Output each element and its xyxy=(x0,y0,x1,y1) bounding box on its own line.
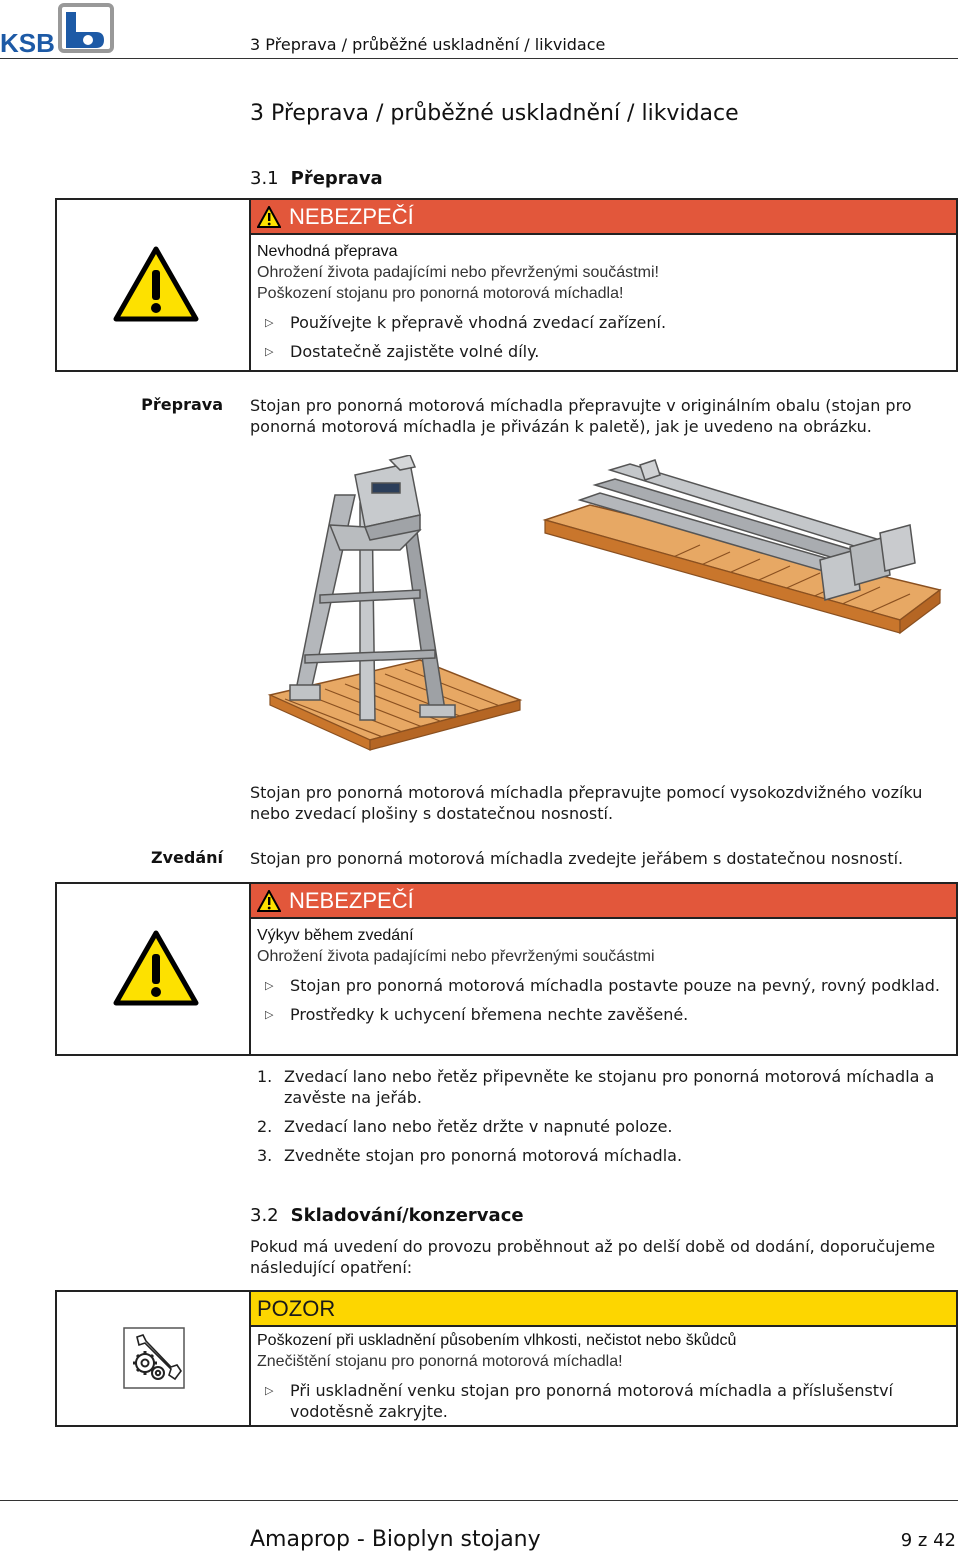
section-number: 3.1 xyxy=(250,168,279,189)
section-title-text: Přeprava xyxy=(290,168,383,189)
danger-box-lifting xyxy=(55,882,958,1056)
bullet-triangle-icon: ▷ xyxy=(265,979,274,992)
side-label-lifting: Zvedání xyxy=(150,848,223,867)
signal-word: NEBEZPEČÍ xyxy=(289,887,414,913)
instruction-item: ▷ Používejte k přepravě vhodná zvedací zařízení. xyxy=(265,313,667,332)
hazard-line: Ohrožení života padajícími nebo převrženými součástmi xyxy=(257,948,655,965)
bullet-triangle-icon: ▷ xyxy=(265,1008,274,1021)
danger-body xyxy=(257,241,948,362)
transport-paragraph: Stojan pro ponorná motorová míchadla přepravujte v originálním obalu (stojan pro ponorná motorová míchadla je přivázán k paletě), jak je uvedeno na obrázku. xyxy=(250,396,912,436)
hazard-heading: Nevhodná přeprava xyxy=(257,243,398,260)
header-divider xyxy=(0,58,958,59)
bullet-triangle-icon: ▷ xyxy=(265,1384,274,1397)
caution-banner xyxy=(251,1292,956,1327)
danger-banner xyxy=(251,884,956,919)
step-item: 3. Zvedněte stojan pro ponorná motorová míchadla. xyxy=(257,1146,683,1165)
footer-title: Amaprop - Bioplyn stojany xyxy=(250,1527,541,1552)
stand-frame xyxy=(290,455,455,720)
instruction-item: ▷ Prostředky k uchycení břemena nechte zavěšené. xyxy=(265,1005,689,1024)
hazard-line: Poškození stojanu pro ponorná motorová míchadla! xyxy=(257,285,624,302)
hazard-line: Znečištění stojanu pro ponorná motorová míchadla! xyxy=(257,1353,623,1370)
hazard-line: Ohrožení života padajícími nebo převrženými součástmi! xyxy=(257,264,659,281)
instruction-item: ▷ Při uskladnění venku stojan pro ponorná motorová míchadla a příslušenství vodotěsně zakryjte. xyxy=(265,1381,893,1421)
danger-icon-cell xyxy=(57,884,251,1054)
caution-icon-cell xyxy=(57,1292,251,1425)
page-number: 9 z 42 xyxy=(900,1530,956,1551)
transport-illustration xyxy=(260,455,960,755)
instruction-item: ▷ Stojan pro ponorná motorová míchadla postavte pouze na pevný, rovný podklad. xyxy=(265,976,940,995)
step-item: 2. Zvedací lano nebo řetěz držte v napnuté poloze. xyxy=(257,1117,673,1136)
section-3-1-title xyxy=(250,168,383,189)
step-number: 3. xyxy=(257,1146,273,1165)
step-number: 2. xyxy=(257,1117,273,1136)
chapter-title: 3 Přeprava / průběžné uskladnění / likvidace xyxy=(250,101,739,126)
warning-small-icon xyxy=(257,890,281,912)
warning-small-icon xyxy=(257,206,281,228)
hazard-heading: Poškození při uskladnění působením vlhkosti, nečistot nebo škůdců xyxy=(257,1332,737,1349)
hazard-heading: Výkyv během zvedání xyxy=(257,927,414,944)
lifting-steps xyxy=(250,1066,955,1166)
caution-box-storage xyxy=(55,1290,958,1427)
svg-text:KSB: KSB xyxy=(0,28,55,54)
danger-box-transport xyxy=(55,198,958,372)
signal-word: POZOR xyxy=(257,1295,336,1321)
step-number: 1. xyxy=(257,1067,273,1086)
caution-body xyxy=(257,1330,948,1422)
instruction-item: ▷ Dostatečně zajistěte volné díly. xyxy=(265,342,540,361)
storage-intro: Pokud má uvedení do provozu proběhnout až po delší době od dodání, doporučujeme následující opatření: xyxy=(250,1237,936,1277)
gear-wrench-icon xyxy=(123,1327,185,1389)
running-header: 3 Přeprava / průběžné uskladnění / likvidace xyxy=(250,35,606,54)
section-title-text: Skladování/konzervace xyxy=(290,1205,524,1226)
side-label-transport: Přeprava xyxy=(141,395,223,414)
step-item: 1. Zvedací lano nebo řetěz připevněte ke stojanu pro ponorná motorová míchadla a zavěste na jeřáb. xyxy=(257,1067,935,1107)
section-number: 3.2 xyxy=(250,1205,279,1226)
warning-triangle-icon xyxy=(113,930,199,1006)
bullet-triangle-icon: ▷ xyxy=(265,316,274,329)
danger-body xyxy=(257,925,948,1025)
forklift-paragraph: Stojan pro ponorná motorová míchadla přepravujte pomocí vysokozdvižného vozíku nebo zvedací plošiny s dostatečnou nosností. xyxy=(250,783,923,823)
danger-banner xyxy=(251,200,956,235)
danger-icon-cell xyxy=(57,200,251,370)
footer-divider xyxy=(0,1500,958,1501)
ksb-logo xyxy=(0,2,115,54)
warning-triangle-icon xyxy=(113,246,199,322)
signal-word: NEBEZPEČÍ xyxy=(289,203,414,229)
section-3-2-title xyxy=(250,1205,524,1226)
bullet-triangle-icon: ▷ xyxy=(265,345,274,358)
lifting-paragraph: Stojan pro ponorná motorová míchadla zvedejte jeřábem s dostatečnou nosností. xyxy=(250,849,904,868)
